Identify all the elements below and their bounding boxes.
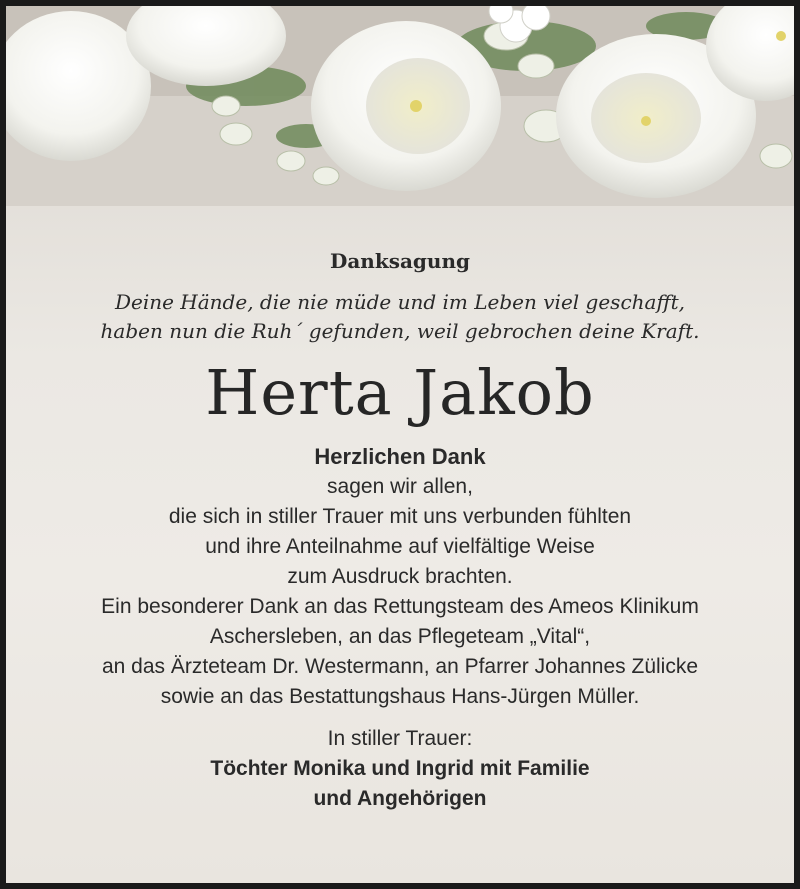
body-line: und ihre Anteilnahme auf vielfältige Weise — [205, 535, 595, 558]
verse-line: haben nun die Ruh´ gefunden, weil gebrochen deine Kraft. — [100, 319, 700, 343]
obituary-text — [6, 246, 794, 814]
verse-line: Deine Hände, die nie müde und im Leben viel geschafft, — [114, 290, 686, 314]
body-line: Aschersleben, an das Pflegeteam „Vital“, — [209, 625, 591, 648]
body-line: an das Ärzteteam Dr. Westermann, an Pfarrer Johannes Zülicke — [101, 655, 699, 678]
signature-intro: In stiller Trauer: — [327, 727, 473, 750]
body-line: sowie an das Bestattungshaus Hans-Jürgen Müller. — [160, 685, 640, 708]
body-line: zum Ausdruck brachten. — [287, 565, 513, 588]
verse — [6, 288, 794, 346]
thanks-body — [6, 472, 794, 712]
family-line: und Angehörigen — [313, 787, 487, 810]
body-line: sagen wir allen, — [327, 475, 473, 498]
white-tulip-flowers-icon — [6, 6, 794, 206]
signature — [6, 724, 794, 814]
deceased-name: Herta Jakob — [205, 356, 595, 429]
family-line: Töchter Monika und Ingrid mit Familie — [210, 757, 590, 780]
body-line: Ein besonderer Dank an das Rettungsteam des Ameos Klinikum — [101, 595, 699, 618]
heading: Danksagung — [330, 249, 470, 273]
thanks-title: Herzlichen Dank — [314, 444, 486, 469]
body-line: die sich in stiller Trauer mit uns verbunden fühlten — [168, 505, 632, 528]
